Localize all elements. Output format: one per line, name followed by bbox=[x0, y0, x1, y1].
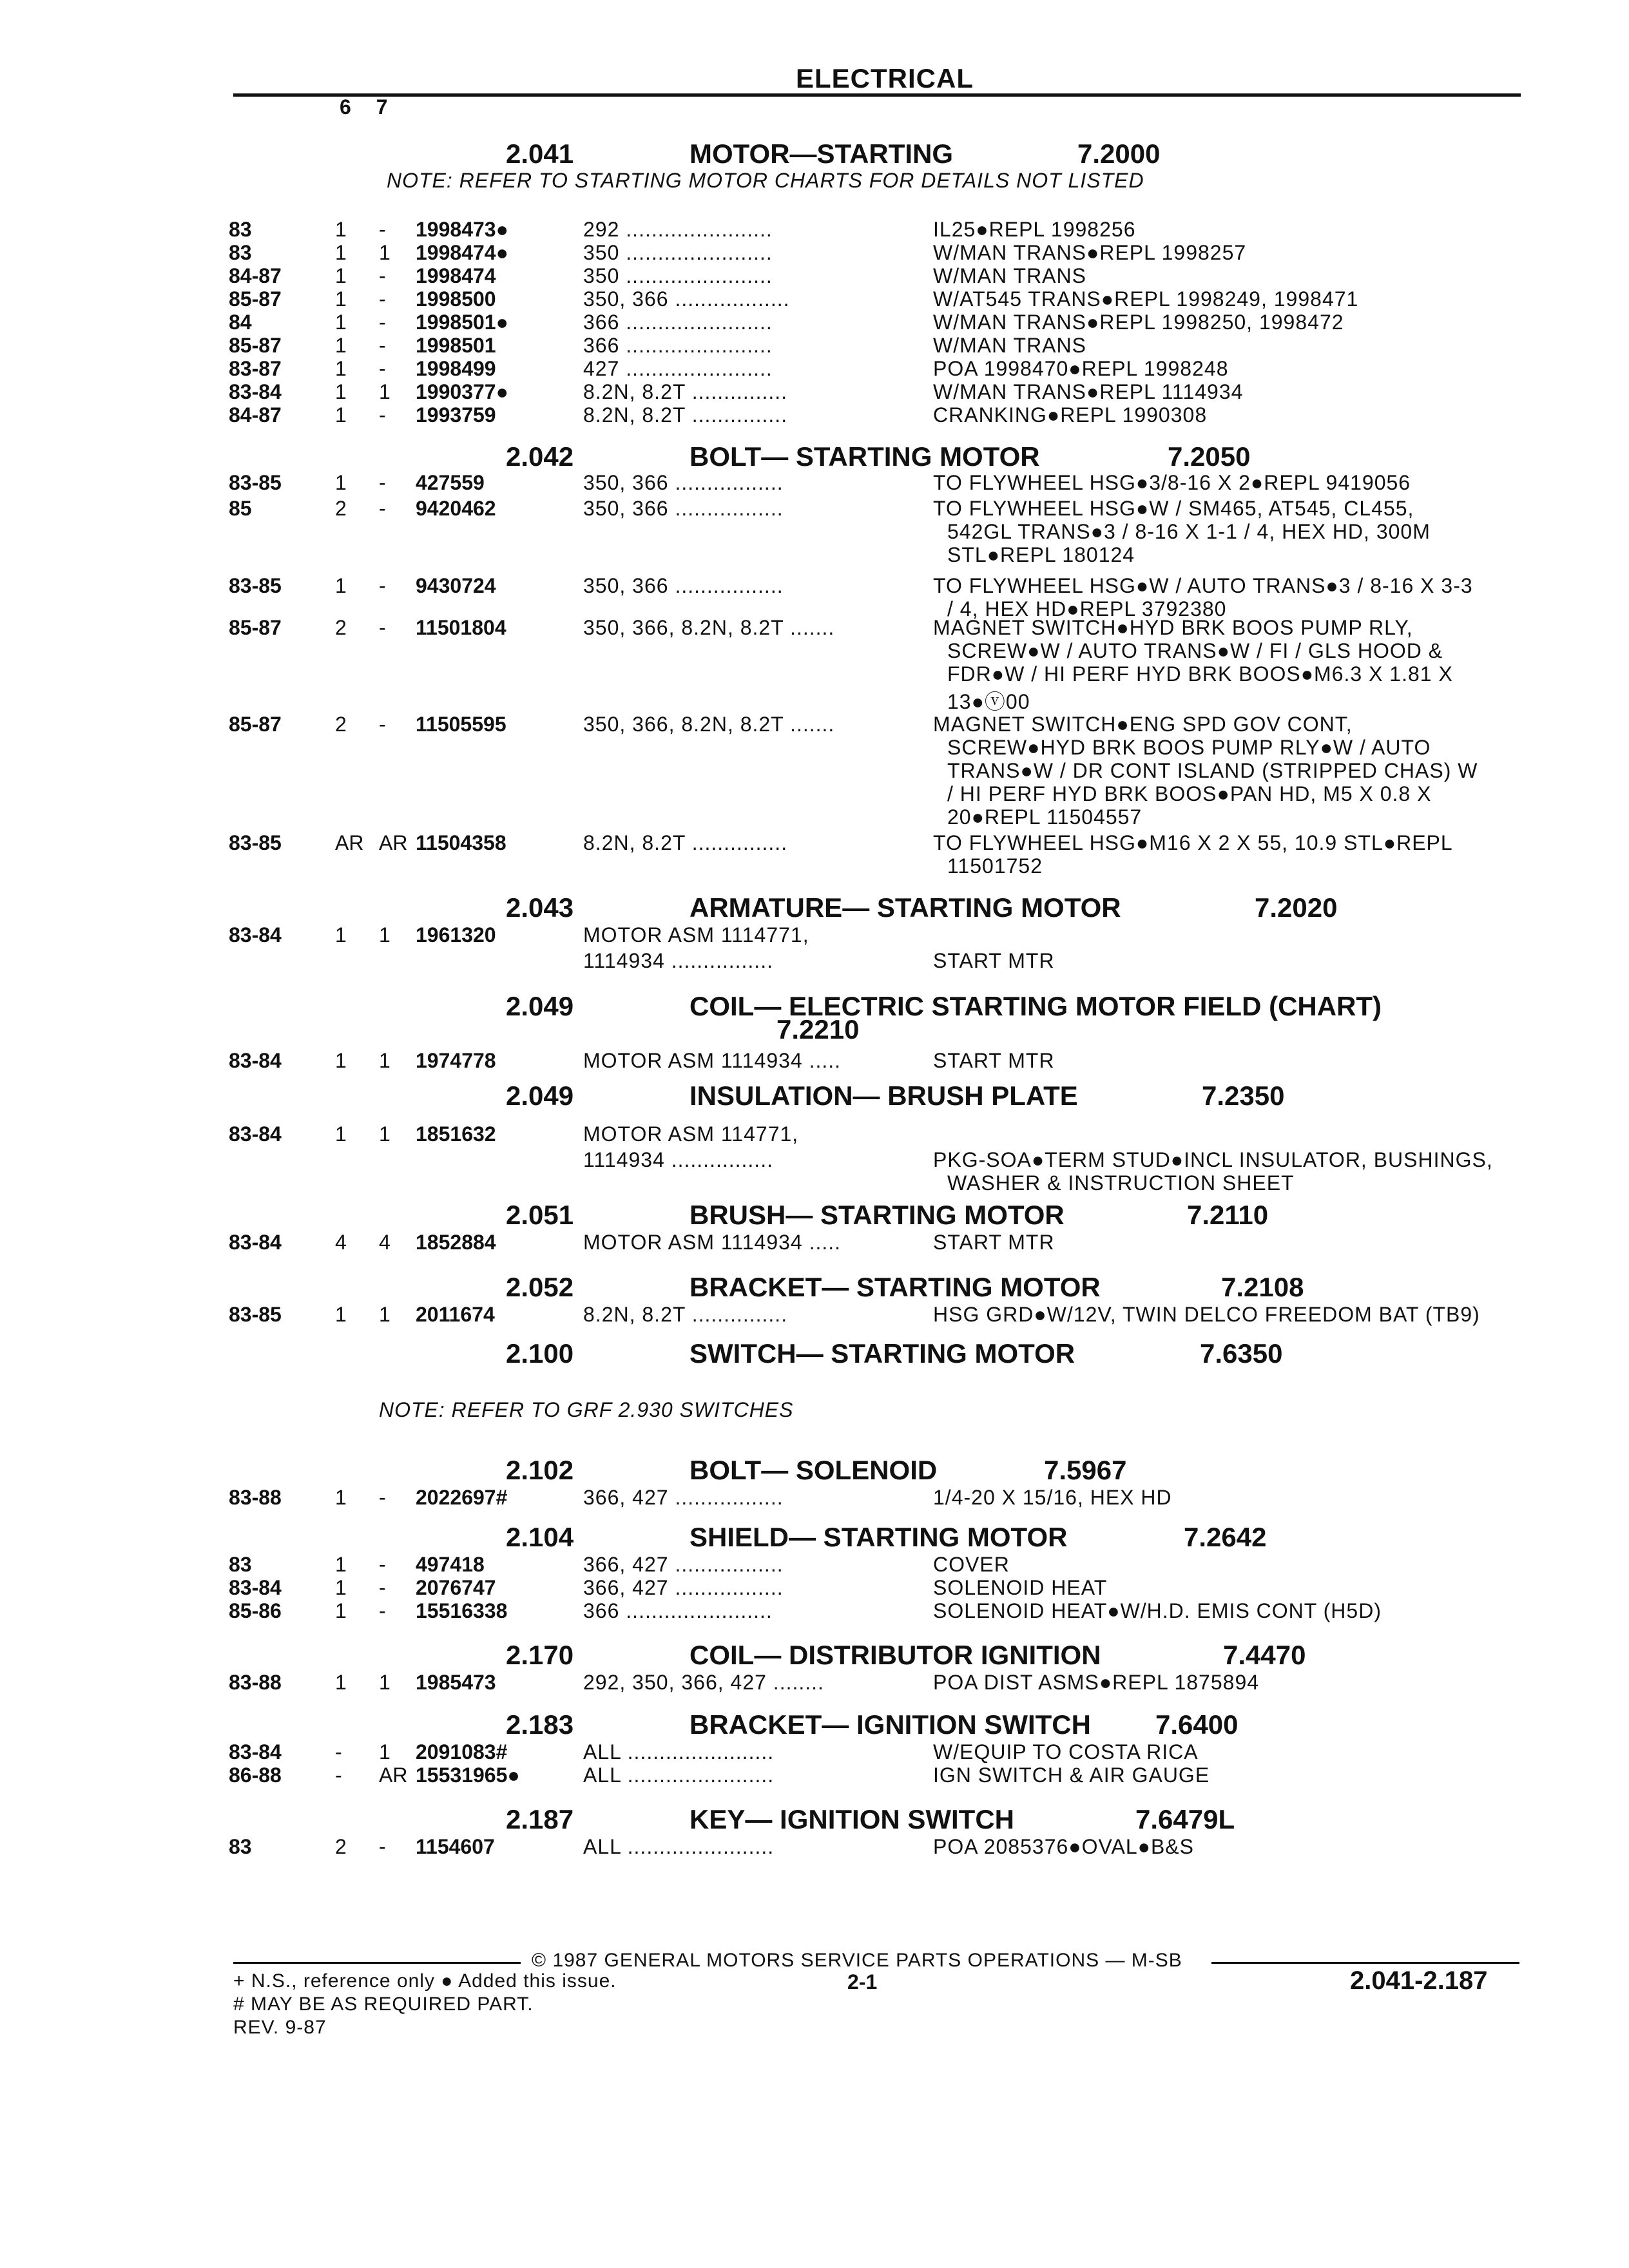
part-number: 1998474 bbox=[416, 264, 496, 287]
part-row bbox=[0, 831, 1629, 856]
section-number: 2.104 bbox=[506, 1522, 574, 1552]
qty-col-7: 1 bbox=[379, 1740, 390, 1763]
qty-col-7: - bbox=[379, 334, 386, 357]
qty-col-7: - bbox=[379, 574, 386, 597]
model-years: 84-87 bbox=[229, 264, 282, 287]
description: W/MAN TRANS bbox=[933, 334, 1086, 357]
section-number: 2.100 bbox=[506, 1338, 574, 1369]
engine-application: 366 ....................... bbox=[583, 334, 773, 357]
model-years: 83-84 bbox=[229, 1576, 282, 1599]
page-number: 2-1 bbox=[847, 1970, 878, 1994]
model-years: 83-84 bbox=[229, 1049, 282, 1072]
section-title: KEY— IGNITION SWITCH bbox=[689, 1804, 1014, 1834]
model-years: 83-84 bbox=[229, 1122, 282, 1146]
section-note: NOTE: REFER TO STARTING MOTOR CHARTS FOR DETAILS NOT LISTED bbox=[387, 169, 1144, 192]
qty-col-6: 2 bbox=[335, 1835, 347, 1858]
part-row bbox=[0, 1122, 1629, 1147]
model-years: 86-88 bbox=[229, 1763, 282, 1787]
part-row bbox=[0, 403, 1629, 428]
model-years: 85-87 bbox=[229, 713, 282, 736]
part-row bbox=[0, 497, 1629, 521]
model-years: 83-85 bbox=[229, 574, 282, 597]
qty-col-7: - bbox=[379, 1486, 386, 1509]
model-years: 85 bbox=[229, 497, 252, 520]
section-number: 2.041 bbox=[506, 139, 574, 169]
qty-col-7: - bbox=[379, 403, 386, 427]
engine-application: ALL ....................... bbox=[583, 1740, 775, 1763]
section-code: 7.6350 bbox=[1200, 1338, 1283, 1369]
description: COVER bbox=[933, 1553, 1010, 1576]
qty-col-6: 1 bbox=[335, 1486, 347, 1509]
qty-col-7: - bbox=[379, 713, 386, 736]
engine-application: 1114934 ................ bbox=[583, 1148, 773, 1171]
section-title: BOLT— STARTING MOTOR bbox=[689, 441, 1040, 472]
model-years: 83-87 bbox=[229, 357, 282, 380]
description: CRANKING●REPL 1990308 bbox=[933, 403, 1208, 427]
qty-col-6: 1 bbox=[335, 241, 347, 264]
engine-application: 8.2N, 8.2T ............... bbox=[583, 1303, 788, 1326]
header-rule bbox=[233, 93, 1521, 97]
part-row bbox=[0, 1486, 1629, 1510]
model-years: 83 bbox=[229, 218, 252, 241]
model-years: 83-85 bbox=[229, 471, 282, 494]
engine-application: 350, 366, 8.2N, 8.2T ....... bbox=[583, 713, 835, 736]
section-code: 7.2350 bbox=[1202, 1081, 1285, 1111]
qty-col-7: - bbox=[379, 311, 386, 334]
qty-col-7: 1 bbox=[379, 1049, 390, 1072]
part-number: 2091083# bbox=[416, 1740, 508, 1763]
model-years: 83-85 bbox=[229, 1303, 282, 1326]
engine-application: ALL ....................... bbox=[583, 1835, 775, 1858]
section-code: 7.2108 bbox=[1221, 1272, 1304, 1302]
section-number: 2.052 bbox=[506, 1272, 574, 1302]
description-continued: STL●REPL 180124 bbox=[947, 543, 1135, 566]
part-number: 1998499 bbox=[416, 357, 496, 380]
qty-col-7: - bbox=[379, 1599, 386, 1622]
qty-col-7: 4 bbox=[379, 1231, 390, 1254]
description-continued: SCREW●HYD BRK BOOS PUMP RLY●W / AUTO bbox=[947, 736, 1431, 759]
qty-col-6: 2 bbox=[335, 713, 347, 736]
engine-application: 8.2N, 8.2T ............... bbox=[583, 831, 788, 854]
part-row bbox=[0, 1231, 1629, 1255]
description: HSG GRD●W/12V, TWIN DELCO FREEDOM BAT (TB9) bbox=[933, 1303, 1480, 1326]
part-number: 2022697# bbox=[416, 1486, 508, 1509]
qty-col-7: - bbox=[379, 218, 386, 241]
description-continued: WASHER & INSTRUCTION SHEET bbox=[947, 1171, 1295, 1195]
section-number: 2.102 bbox=[506, 1455, 574, 1485]
engine-application: 350 ....................... bbox=[583, 241, 773, 264]
part-row bbox=[0, 471, 1629, 495]
section-code: 7.2020 bbox=[1255, 892, 1338, 923]
section-code: 7.6400 bbox=[1155, 1709, 1239, 1740]
section-title: COIL— DISTRIBUTOR IGNITION bbox=[689, 1640, 1101, 1670]
part-number: 497418 bbox=[416, 1553, 485, 1576]
engine-application: MOTOR ASM 1114934 ..... bbox=[583, 1231, 842, 1254]
qty-col-7: 1 bbox=[379, 1122, 390, 1146]
description: SOLENOID HEAT●W/H.D. EMIS CONT (H5D) bbox=[933, 1599, 1382, 1622]
model-years: 85-87 bbox=[229, 287, 282, 311]
model-years: 85-86 bbox=[229, 1599, 282, 1622]
section-code: 7.4470 bbox=[1223, 1640, 1306, 1670]
description: SOLENOID HEAT bbox=[933, 1576, 1108, 1599]
section-title: BRUSH— STARTING MOTOR bbox=[689, 1200, 1065, 1230]
qty-col-7: - bbox=[379, 287, 386, 311]
section-code: 7.2050 bbox=[1168, 441, 1251, 472]
engine-application: ALL ....................... bbox=[583, 1763, 775, 1787]
engine-application: 366, 427 ................. bbox=[583, 1553, 784, 1576]
part-number: 15531965● bbox=[416, 1763, 520, 1787]
part-row bbox=[0, 334, 1629, 358]
engine-application: MOTOR ASM 114771, bbox=[583, 1122, 799, 1146]
part-row bbox=[0, 1148, 1629, 1173]
engine-application: 1114934 ................ bbox=[583, 949, 773, 972]
engine-application: 366, 427 ................. bbox=[583, 1486, 784, 1509]
description: W/MAN TRANS●REPL 1998250, 1998472 bbox=[933, 311, 1344, 334]
section-code: 7.2110 bbox=[1187, 1200, 1269, 1230]
description-continued: 20●REPL 11504557 bbox=[947, 805, 1142, 829]
section-title: MOTOR—STARTING bbox=[689, 139, 954, 169]
model-years: 83-88 bbox=[229, 1671, 282, 1694]
section-number: 2.049 bbox=[506, 1081, 574, 1111]
part-number: 1974778 bbox=[416, 1049, 496, 1072]
qty-col-6: 1 bbox=[335, 1553, 347, 1576]
qty-col-6: 1 bbox=[335, 264, 347, 287]
qty-col-6: 1 bbox=[335, 574, 347, 597]
revision-date: REV. 9-87 bbox=[233, 2017, 327, 2038]
description-continued: 13●ⓥ00 bbox=[947, 690, 1030, 713]
section-number: 2.187 bbox=[506, 1804, 574, 1834]
description: START MTR bbox=[933, 949, 1055, 972]
description: START MTR bbox=[933, 1049, 1055, 1072]
engine-application: 8.2N, 8.2T ............... bbox=[583, 380, 788, 403]
qty-col-7: - bbox=[379, 264, 386, 287]
section-code: 7.2000 bbox=[1077, 139, 1161, 169]
description: MAGNET SWITCH●HYD BRK BOOS PUMP RLY, bbox=[933, 616, 1413, 639]
part-row bbox=[0, 380, 1629, 405]
part-row bbox=[0, 1049, 1629, 1073]
engine-application: MOTOR ASM 1114771, bbox=[583, 923, 809, 947]
qty-col-7: - bbox=[379, 616, 386, 639]
qty-col-6: 1 bbox=[335, 218, 347, 241]
part-row bbox=[0, 574, 1629, 599]
part-number: 1998474● bbox=[416, 241, 508, 264]
qty-col-6: 2 bbox=[335, 616, 347, 639]
page-range: 2.041-2.187 bbox=[1350, 1966, 1488, 1995]
engine-application: 350 ....................... bbox=[583, 264, 773, 287]
description: START MTR bbox=[933, 1231, 1055, 1254]
legend-as-required: # MAY BE AS REQUIRED PART. bbox=[233, 1994, 534, 2015]
qty-col-6: 1 bbox=[335, 471, 347, 494]
section-number: 2.051 bbox=[506, 1200, 574, 1230]
description: W/EQUIP TO COSTA RICA bbox=[933, 1740, 1199, 1763]
qty-col-7: - bbox=[379, 1553, 386, 1576]
part-number: 9430724 bbox=[416, 574, 496, 597]
description: MAGNET SWITCH●ENG SPD GOV CONT, bbox=[933, 713, 1353, 736]
model-years: 83-84 bbox=[229, 923, 282, 947]
model-years: 83-88 bbox=[229, 1486, 282, 1509]
description: W/MAN TRANS●REPL 1114934 bbox=[933, 380, 1244, 403]
qty-col-6: 1 bbox=[335, 380, 347, 403]
qty-col-6: 1 bbox=[335, 1599, 347, 1622]
part-number: 11501804 bbox=[416, 616, 506, 639]
description: W/AT545 TRANS●REPL 1998249, 1998471 bbox=[933, 287, 1359, 311]
part-number: 2076747 bbox=[416, 1576, 496, 1599]
section-title: SWITCH— STARTING MOTOR bbox=[689, 1338, 1075, 1369]
part-number: 1852884 bbox=[416, 1231, 496, 1254]
engine-application: 350, 366 ................. bbox=[583, 574, 784, 597]
model-years: 83 bbox=[229, 1835, 252, 1858]
qty-col-7: AR bbox=[379, 1763, 408, 1787]
part-row bbox=[0, 949, 1629, 974]
section-code: 7.2642 bbox=[1184, 1522, 1267, 1552]
description: IL25●REPL 1998256 bbox=[933, 218, 1136, 241]
part-row bbox=[0, 218, 1629, 242]
description: W/MAN TRANS●REPL 1998257 bbox=[933, 241, 1247, 264]
part-row bbox=[0, 923, 1629, 948]
model-years: 83 bbox=[229, 241, 252, 264]
part-row bbox=[0, 241, 1629, 265]
part-row bbox=[0, 1740, 1629, 1765]
qty-col-7: 1 bbox=[379, 241, 390, 264]
description: 1/4-20 X 15/16, HEX HD bbox=[933, 1486, 1172, 1509]
copyright-line: © 1987 GENERAL MOTORS SERVICE PARTS OPERATIONS — M-SB bbox=[532, 1950, 1182, 1971]
description: IGN SWITCH & AIR GAUGE bbox=[933, 1763, 1210, 1787]
description: POA 1998470●REPL 1998248 bbox=[933, 357, 1229, 380]
model-years: 85-87 bbox=[229, 334, 282, 357]
part-number: 427559 bbox=[416, 471, 485, 494]
footer-rule-right bbox=[1211, 1962, 1519, 1964]
part-number: 9420462 bbox=[416, 497, 496, 520]
description-continued: FDR●W / HI PERF HYD BRK BOOS●M6.3 X 1.81 X bbox=[947, 662, 1453, 686]
engine-application: 350, 366 .................. bbox=[583, 287, 790, 311]
part-row bbox=[0, 1835, 1629, 1860]
part-number: 1998500 bbox=[416, 287, 496, 311]
qty-col-6: 1 bbox=[335, 1576, 347, 1599]
section-number: 2.183 bbox=[506, 1709, 574, 1740]
part-row bbox=[0, 1576, 1629, 1600]
description: PKG-SOA●TERM STUD●INCL INSULATOR, BUSHINGS, bbox=[933, 1148, 1493, 1171]
qty-col-7: 1 bbox=[379, 1303, 390, 1326]
engine-application: 350, 366, 8.2N, 8.2T ....... bbox=[583, 616, 835, 639]
part-number: 1851632 bbox=[416, 1122, 496, 1146]
qty-col-6: 2 bbox=[335, 497, 347, 520]
model-years: 84-87 bbox=[229, 403, 282, 427]
qty-col-7: - bbox=[379, 1835, 386, 1858]
qty-col-7: 1 bbox=[379, 380, 390, 403]
model-years: 83-84 bbox=[229, 380, 282, 403]
model-years: 83-84 bbox=[229, 1740, 282, 1763]
engine-application: 350, 366 ................. bbox=[583, 497, 784, 520]
part-number: 1990377● bbox=[416, 380, 508, 403]
part-number: 1998473● bbox=[416, 218, 508, 241]
part-row bbox=[0, 1763, 1629, 1788]
model-years: 85-87 bbox=[229, 616, 282, 639]
qty-col-6: 4 bbox=[335, 1231, 347, 1254]
description: POA DIST ASMS●REPL 1875894 bbox=[933, 1671, 1260, 1694]
qty-col-7: - bbox=[379, 357, 386, 380]
qty-col-7: - bbox=[379, 497, 386, 520]
qty-col-6: 1 bbox=[335, 1122, 347, 1146]
engine-application: 427 ....................... bbox=[583, 357, 773, 380]
section-note: NOTE: REFER TO GRF 2.930 SWITCHES bbox=[379, 1398, 794, 1421]
part-number: 1998501● bbox=[416, 311, 508, 334]
description: TO FLYWHEEL HSG●M16 X 2 X 55, 10.9 STL●REPL bbox=[933, 831, 1453, 854]
description-continued: 11501752 bbox=[947, 854, 1043, 878]
model-years: 84 bbox=[229, 311, 252, 334]
description-continued: SCREW●W / AUTO TRANS●W / FI / GLS HOOD & bbox=[947, 639, 1443, 662]
qty-col-7: - bbox=[379, 1576, 386, 1599]
section-title: BRACKET— IGNITION SWITCH bbox=[689, 1709, 1091, 1740]
qty-col-6: 1 bbox=[335, 1671, 347, 1694]
page-title: ELECTRICAL bbox=[796, 63, 974, 93]
part-number: 1998501 bbox=[416, 334, 496, 357]
part-row bbox=[0, 616, 1629, 640]
engine-application: 366 ....................... bbox=[583, 311, 773, 334]
part-number: 1154607 bbox=[416, 1835, 495, 1858]
engine-application: 350, 366 ................. bbox=[583, 471, 784, 494]
model-years: 83 bbox=[229, 1553, 252, 1576]
qty-col-6: 1 bbox=[335, 311, 347, 334]
qty-col-6: 1 bbox=[335, 357, 347, 380]
section-title: SHIELD— STARTING MOTOR bbox=[689, 1522, 1068, 1552]
part-number: 1961320 bbox=[416, 923, 496, 947]
qty-col-7: 1 bbox=[379, 923, 390, 947]
part-row bbox=[0, 1599, 1629, 1624]
qty-col-6: - bbox=[335, 1763, 342, 1787]
qty-col-6: AR bbox=[335, 831, 364, 854]
qty-col-6: 1 bbox=[335, 923, 347, 947]
part-number: 1985473 bbox=[416, 1671, 496, 1694]
description-continued: 542GL TRANS●3 / 8-16 X 1-1 / 4, HEX HD, 300M bbox=[947, 520, 1431, 543]
part-row bbox=[0, 357, 1629, 381]
model-years: 83-85 bbox=[229, 831, 282, 854]
qty-col-6: 1 bbox=[335, 403, 347, 427]
part-row bbox=[0, 311, 1629, 335]
part-number: 15516338 bbox=[416, 1599, 508, 1622]
footer-rule-left bbox=[233, 1962, 521, 1964]
section-title: BOLT— SOLENOID bbox=[689, 1455, 938, 1485]
legend-ns-added: + N.S., reference only ● Added this issue. bbox=[233, 1970, 617, 1992]
section-title: ARMATURE— STARTING MOTOR bbox=[689, 892, 1121, 923]
section-number: 2.043 bbox=[506, 892, 574, 923]
section-code: 7.5967 bbox=[1044, 1455, 1127, 1485]
engine-application: 292, 350, 366, 427 ........ bbox=[583, 1671, 824, 1694]
column-numbers: 6 7 bbox=[340, 95, 388, 119]
engine-application: MOTOR ASM 1114934 ..... bbox=[583, 1049, 842, 1072]
description: W/MAN TRANS bbox=[933, 264, 1086, 287]
part-row bbox=[0, 1553, 1629, 1577]
part-number: 11504358 bbox=[416, 831, 506, 854]
section-code: 7.6479L bbox=[1135, 1804, 1235, 1834]
part-number: 2011674 bbox=[416, 1303, 495, 1326]
engine-application: 366 ....................... bbox=[583, 1599, 773, 1622]
engine-application: 366, 427 ................. bbox=[583, 1576, 784, 1599]
part-row bbox=[0, 1303, 1629, 1327]
qty-col-7: 1 bbox=[379, 1671, 390, 1694]
description-continued: / HI PERF HYD BRK BOOS●PAN HD, M5 X 0.8 X bbox=[947, 782, 1432, 805]
qty-col-7: AR bbox=[379, 831, 408, 854]
description: TO FLYWHEEL HSG●W / AUTO TRANS●3 / 8-16 X 3-3 bbox=[933, 574, 1473, 597]
qty-col-6: 1 bbox=[335, 334, 347, 357]
engine-application: 8.2N, 8.2T ............... bbox=[583, 403, 788, 427]
section-code: 7.2210 bbox=[776, 1014, 860, 1044]
description: POA 2085376●OVAL●B&S bbox=[933, 1835, 1194, 1858]
part-row bbox=[0, 1671, 1629, 1695]
qty-col-6: 1 bbox=[335, 1049, 347, 1072]
model-years: 83-84 bbox=[229, 1231, 282, 1254]
section-title: BRACKET— STARTING MOTOR bbox=[689, 1272, 1101, 1302]
description: TO FLYWHEEL HSG●W / SM465, AT545, CL455, bbox=[933, 497, 1414, 520]
part-row bbox=[0, 287, 1629, 312]
part-number: 11505595 bbox=[416, 713, 506, 736]
description: TO FLYWHEEL HSG●3/8-16 X 2●REPL 9419056 bbox=[933, 471, 1411, 494]
engine-application: 292 ....................... bbox=[583, 218, 773, 241]
part-row bbox=[0, 264, 1629, 289]
description-continued: TRANS●W / DR CONT ISLAND (STRIPPED CHAS) W bbox=[947, 759, 1478, 782]
qty-col-6: 1 bbox=[335, 287, 347, 311]
section-title: COIL— ELECTRIC STARTING MOTOR FIELD (CHART) bbox=[689, 991, 1382, 1021]
part-row bbox=[0, 713, 1629, 737]
qty-col-6: 1 bbox=[335, 1303, 347, 1326]
qty-col-7: - bbox=[379, 471, 386, 494]
section-number: 2.049 bbox=[506, 991, 574, 1021]
section-number: 2.170 bbox=[506, 1640, 574, 1670]
qty-col-6: - bbox=[335, 1740, 342, 1763]
description-continued: / 4, HEX HD●REPL 3792380 bbox=[947, 597, 1227, 620]
section-title: INSULATION— BRUSH PLATE bbox=[689, 1081, 1078, 1111]
part-number: 1993759 bbox=[416, 403, 496, 427]
section-number: 2.042 bbox=[506, 441, 574, 472]
